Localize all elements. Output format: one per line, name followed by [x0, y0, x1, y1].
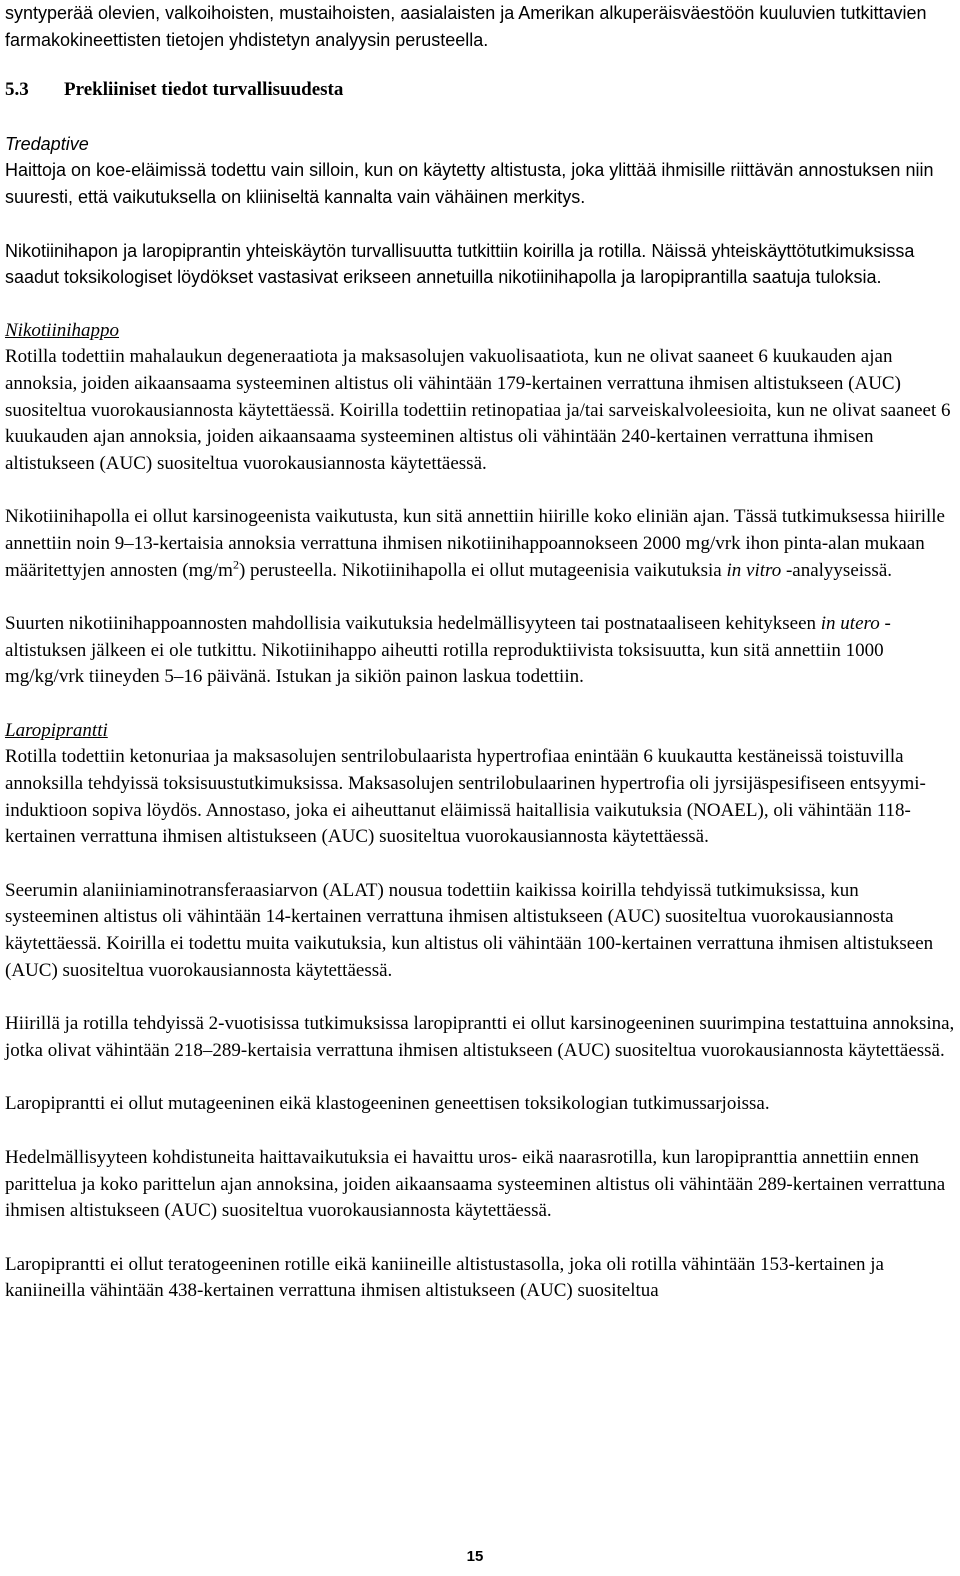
subheading-nikotiinihappo: Nikotiinihappo [5, 319, 119, 341]
in-utero-italic: in utero [820, 613, 880, 635]
laropiprantti-paragraph-5: Hedelmällisyyteen kohdistuneita haittavaikutuksia ei havaittu uros- eikä naarasrotilla, kun laropipranttia annettiin ennen parittelua ja koko parittelun ajan annoksina, joiden aikaansaama systeeminen altistus oli vähintään 289-kertainen verrattuna ihmisen altistukseen (AUC) suositeltua vuorokausiannosta käytettäessä. [5, 1147, 946, 1222]
nikotiinihappo-paragraph-1: Rotilla todettiin mahalaukun degeneraatiota ja maksasolujen vakuolisaatiota, kun ne olivat saaneet 6 kuukauden ajan annoksia, joiden aikaansaama systeeminen altistus oli vähintään 179-kertainen verrattuna ihmisen altistukseen (AUC) suositeltua vuorokausiannosta käytettäessä. Koirilla todettiin retinopatiaa ja/tai sarveiskalvoleesioita, kun ne olivat saaneet 6 kuukauden ajan annoksia, joiden aikaansaama systeeminen altistus oli vähintään 240-kertainen verrattuna ihmisen altistukseen (AUC) suositeltua vuorokausiannosta käytettäessä. [5, 346, 951, 474]
subheading-tredaptive: Tredaptive [5, 133, 89, 154]
tredaptive-paragraph-2: Nikotiinihapon ja laropiprantin yhteiskäytön turvallisuutta tutkittiin koirilla ja rotilla. Näissä yhteiskäyttötutkimuksissa saadut toksikologiset löydökset vastasivat erikseen annetuilla nikotiinihapolla ja laropiprantilla saatuja tuloksia. [5, 240, 915, 288]
nikotiinihappo-p2-text-2: ) perusteella. Nikotiinihapolla ei ollut mutageenisia vaikutuksia [238, 559, 727, 581]
laropiprantti-paragraph-2: Seerumin alaniiniaminotransferaasiarvon (ALAT) nousua todettiin kaikissa koirilla tehdyissä tutkimuksissa, kun systeeminen altistus oli vähintään 14-kertainen verrattuna ihmisen altistukseen (AUC) suositeltua vuorokausiannosta käytettäessä. Koirilla ei todettu muita vaikutuksia, kun altistus oli vähintään 100-kertainen verrattuna ihmisen altistukseen (AUC) suositeltua vuorokausiannosta käytettäessä. [5, 879, 934, 981]
laropiprantti-paragraph-4: Laropiprantti ei ollut mutageeninen eikä klastogeeninen geneettisen toksikologian tutkimussarjoissa. [5, 1093, 770, 1115]
laropiprantti-paragraph-3: Hiirillä ja rotilla tehdyissä 2-vuotisissa tutkimuksissa laropiprantti ei ollut karsinogeeninen suurimpina testattuina annoksina, jotka olivat vähintään 218–289-kertaisia verrattuna ihmisen altistukseen (AUC) suositeltua vuorokausiannosta käytettäessä. [5, 1013, 955, 1061]
nikotiinihappo-paragraph-3 [5, 611, 955, 691]
page-number: 15 [466, 1548, 484, 1565]
subheading-laropiprantti: Laropiprantti [5, 719, 108, 741]
intro-paragraph: syntyperää olevien, valkoihoisten, mustaihoisten, aasialaisten ja Amerikan alkuperäisväestöön kuuluvien tutkittavien farmakokineettisten tietojen yhdistetyn analyysin perusteella. [5, 3, 927, 50]
section-number: 5.3 [5, 79, 29, 101]
superscript-2: 2 [232, 557, 239, 572]
nikotiinihappo-p3-text-2: -altistuksen jälkeen ei ole tutkittu. Nikotiinihappo aiheutti rotilla reproduktiivista toksisuutta, kun sitä annettiin 1000 mg/kg/vrk tiineyden 5–16 päivänä. Istukan ja sikiön painon laskua todettiin. [5, 613, 891, 688]
document-page [5, 0, 955, 1305]
nikotiinihappo-paragraph-2 [5, 504, 955, 584]
nikotiinihappo-p2-text-1: Nikotiinihapolla ei ollut karsinogeenista vaikutusta, kun sitä annettiin hiirille koko eliniän ajan. Tässä tutkimuksessa hiirille annettiin noin 9–13-kertaisia annoksia verrattuna ihmisen nikotiinihappoannokseen 2000 mg/vrk ihon pinta-alan mukaan määritettyjen annosten (mg/m [5, 506, 945, 581]
laropiprantti-paragraph-1: Rotilla todettiin ketonuriaa ja maksasolujen sentrilobulaarista hypertrofiaa enintään 6 kuukautta kestäneissä toistuvilla annoksilla tehdyissä toksisuustutkimuksissa. Maksasolujen sentrilobulaarinen hypertrofia oli jyrsijäspesifiseen entsyymi-induktioon sopiva löydös. Annostaso, joka ei aiheuttanut eläimissä haitallisia vaikutuksia (NOAEL), oli vähintään 118-kertainen verrattuna ihmisen altistukseen (AUC) suositeltua vuorokausiannosta käytettäessä. [5, 746, 926, 848]
section-heading [5, 77, 955, 104]
laropiprantti-paragraph-6: Laropiprantti ei ollut teratogeeninen rotille eikä kaniineille altistustasolla, joka oli rotilla vähintään 153-kertainen ja kaniineilla vähintään 438-kertainen verrattuna ihmisen altistukseen (AUC) suositeltua [5, 1253, 884, 1302]
nikotiinihappo-p3-text-1: Suurten nikotiinihappoannosten mahdollisia vaikutuksia hedelmällisyyteen tai postnataaliseen kehitykseen [5, 613, 821, 635]
section-title: Prekliiniset tiedot turvallisuudesta [64, 79, 344, 101]
nikotiinihappo-p2-text-3: -analyyseissä. [781, 559, 893, 581]
in-vitro-italic: in vitro [726, 559, 782, 581]
tredaptive-paragraph-1: Haittoja on koe-eläimissä todettu vain silloin, kun on käytetty altistusta, joka ylittää ihmisille riittävän annostuksen niin suuresti, että vaikutuksella on kliiniseltä kannalta vain vähäinen merkitys. [5, 160, 934, 207]
